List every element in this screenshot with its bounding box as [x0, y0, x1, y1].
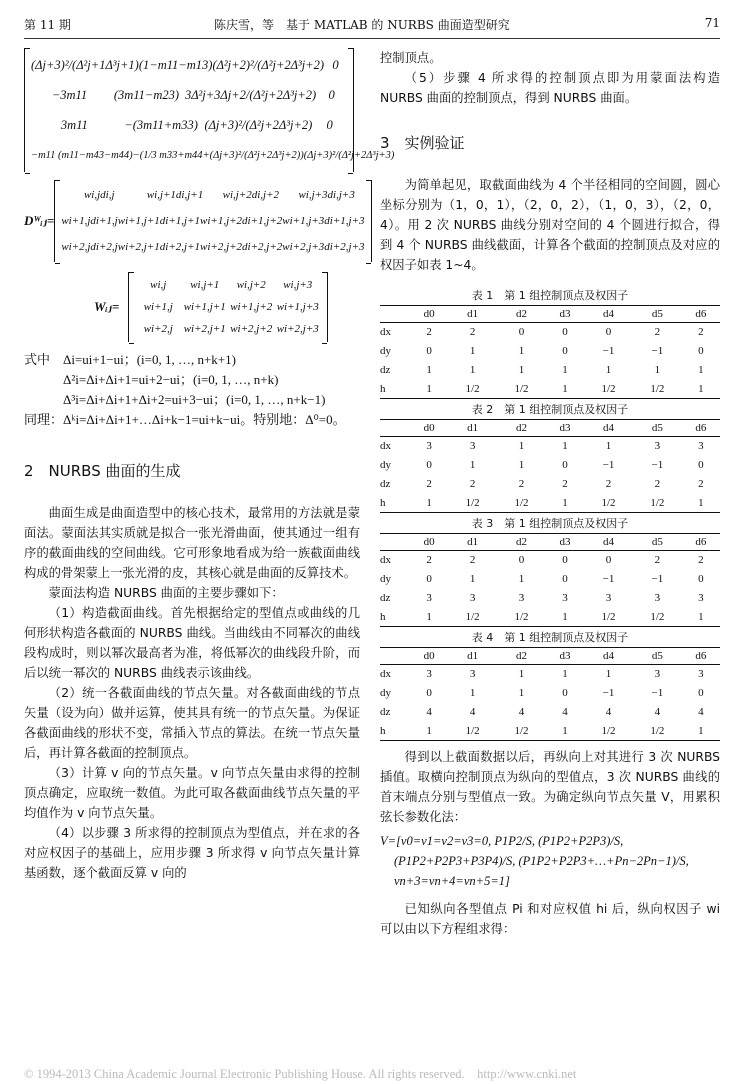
table-caption: 表 2 第 1 组控制顶点及权因子: [471, 403, 629, 416]
table-cell: 2: [426, 326, 432, 339]
table-cell: 1/2: [497, 380, 546, 399]
table-cell: 1: [410, 380, 448, 399]
copyright-watermark: © 1994-2013 China Academic Journal Electronic Publishing House. All rights reserved. http://www.cnki.net: [24, 1067, 577, 1081]
table-cell: −1: [651, 687, 664, 699]
table-cell: −1: [651, 573, 664, 585]
formula-line: vn+3=vn+4=vn+5=1]: [394, 874, 510, 888]
table-cell: 3: [698, 440, 704, 453]
formula-line: (P1P2+P2P3+P3P4)/S, (P1P2+P2P3+…+Pn−2Pn−1)/S,: [394, 854, 689, 868]
paragraph: （5）步骤 4 所求得的控制顶点即为用蒙面法构造 NURBS 曲面的控制顶点，得到 NURBS 曲面。: [380, 71, 720, 105]
table-cell: 1: [605, 440, 612, 453]
paragraph: （1）构造截面曲线。首先根据给定的型值点或曲线的几何形状构造各截面的 NURBS 曲线。当曲线由不同幂次的曲线段构成时，则以幂次最高者为准，将低幂次的曲线段升阶，而后以统一幂次的 NURBS 曲线表示该曲线。: [24, 606, 360, 680]
table-cell: h: [380, 608, 410, 627]
table-cell: dy: [380, 573, 391, 585]
column-header: d6: [682, 420, 720, 437]
table-cell: 0: [518, 554, 525, 567]
table-cell: 3: [698, 592, 704, 604]
table-cell: 3: [469, 592, 476, 604]
table-cell: 1: [410, 494, 448, 513]
matrix-cell: wi+1,j+2di+1,j+2: [200, 215, 283, 227]
header-rule: [24, 38, 720, 39]
column-header: d1: [448, 306, 497, 323]
running-title: 陈庆雪，等 基于 MATLAB 的 NURBS 曲面造型研究: [214, 18, 510, 32]
table-cell: 0: [562, 573, 568, 585]
column-header: [380, 534, 410, 551]
column-header: d0: [410, 648, 448, 665]
section-heading: 3 实例验证: [380, 134, 465, 152]
formula-line: Δ³i=Δi+Δi+1+Δi+2=ui+3−ui；(i=0, 1, …, n+k−1): [24, 392, 326, 407]
column-header: d4: [584, 648, 633, 665]
matrix-w-label: Wᵢⱼ=: [94, 299, 120, 314]
table-cell: 1/2: [497, 722, 546, 741]
column-header: d2: [497, 534, 546, 551]
matrix-d-row: [61, 234, 364, 260]
tables-block: [380, 285, 720, 741]
matrix-cell: wi+1,j: [143, 301, 173, 313]
column-header: d2: [497, 306, 546, 323]
table-row: [380, 722, 720, 741]
table-cell: 0: [426, 459, 432, 471]
table-cell: 0: [562, 459, 568, 471]
column-header: d0: [410, 534, 448, 551]
table-cell: −1: [651, 459, 664, 471]
table-cell: 1/2: [448, 608, 497, 627]
table-cell: 1: [469, 459, 476, 471]
matrix-cell: wi,j: [150, 279, 167, 291]
column-header: d6: [682, 306, 720, 323]
table-cell: 1: [469, 345, 476, 357]
matrix-a-row: [31, 140, 395, 170]
table-cell: 0: [698, 345, 704, 357]
column-header: d1: [448, 648, 497, 665]
v-formula: [380, 831, 720, 891]
table-cell: 1/2: [633, 380, 682, 399]
column-header: d5: [633, 648, 682, 665]
column-header: d2: [497, 420, 546, 437]
table-cell: 2: [698, 326, 704, 339]
table-cell: 4: [562, 706, 568, 718]
table-cell: 1/2: [633, 608, 682, 627]
table-cell: 0: [698, 573, 704, 585]
table-cell: dx: [380, 326, 391, 339]
table-cell: dz: [380, 592, 391, 604]
table-cell: dx: [380, 668, 391, 681]
table-row: [380, 475, 720, 494]
table-cell: 1/2: [633, 722, 682, 741]
table-cell: 0: [698, 459, 704, 471]
table-cell: 0: [426, 687, 432, 699]
table-cell: 2: [562, 478, 568, 490]
table-row: [380, 456, 720, 475]
column-header: d1: [448, 420, 497, 437]
column-header: d5: [633, 306, 682, 323]
paragraph: 曲面生成是曲面造型中的核心技术，最常用的方法就是蒙面法。蒙面法其实质就是拟合一张光滑曲面，使其通过一组有序的截面曲线的空间曲线。它可形象地看成为给一族截面曲线构成的骨架蒙上一张光滑的皮，其核心就是曲面的反算技术。: [24, 506, 360, 580]
issue-number: 第 11 期: [24, 18, 71, 32]
table-cell: −1: [602, 573, 615, 585]
formula-block: [24, 350, 360, 430]
column-header: d3: [546, 648, 584, 665]
paragraph: （2）统一各截面曲线的节点矢量。对各截面曲线的节点矢量（设为向）做并运算，使其具有统一的节点矢量。为保证各截面曲线的形状不变，常插入节点的算法。在统一节点矢量后，再计算各截面的控制顶点。: [24, 686, 360, 760]
matrix-cell: −(3m11+m33): [124, 117, 198, 132]
table-row: [380, 608, 720, 627]
data-table: [380, 285, 720, 399]
paragraph: 控制顶点。: [380, 51, 442, 65]
matrix-a-row: [31, 50, 347, 80]
table-cell: dz: [380, 478, 391, 490]
column-header: [380, 420, 410, 437]
table-cell: 2: [469, 554, 476, 567]
matrix-cell: wi+2,j+1: [183, 323, 226, 335]
matrix-cell: 3Δ²j+3Δj+2/(Δ²j+2Δ³j+2): [184, 87, 317, 102]
table-cell: 4: [426, 706, 432, 718]
matrix-cell: wi+2,j+1di+2,j+1: [117, 241, 200, 253]
matrix-cell: −3m11: [51, 87, 88, 102]
table-cell: 0: [426, 573, 432, 585]
table-cell: −1: [602, 345, 615, 357]
paragraph: （4）以步骤 3 所求得的控制顶点为型值点，并在求的各对应权因子的基础上，应用步骤 3 所求得 v 向节点矢量计算基函数，逐个截面反算 v 向的: [24, 826, 360, 880]
table-cell: 1: [518, 687, 525, 699]
table-cell: 1: [469, 687, 476, 699]
table-cell: 4: [698, 706, 704, 718]
table-cell: dy: [380, 459, 391, 471]
table-cell: 0: [562, 687, 568, 699]
table-cell: 2: [654, 478, 661, 490]
column-header: d0: [410, 420, 448, 437]
matrix-cell: wi+2,j+3di+2,j+3: [282, 241, 365, 253]
table-header-row: [380, 420, 720, 437]
table-cell: 4: [605, 706, 612, 718]
table-header-row: [380, 648, 720, 665]
table-row: [380, 570, 720, 589]
column-header: [380, 648, 410, 665]
table-cell: dy: [380, 345, 391, 357]
table-caption: 表 1 第 1 组控制顶点及权因子: [471, 289, 629, 302]
matrix-cell: −(1/3 m33+m44+(Δj+3)²/(Δ²j+2Δ³j+2)): [132, 149, 304, 161]
table-caption: 表 4 第 1 组控制顶点及权因子: [471, 631, 629, 644]
table-row: [380, 684, 720, 703]
column-header: d0: [410, 306, 448, 323]
table-cell: 2: [698, 554, 704, 567]
formula-line: Δ²i=Δi+Δi+1=ui+2−ui；(i=0, 1, …, n+k): [24, 372, 279, 387]
table-cell: 2: [518, 478, 525, 490]
table-cell: 1: [426, 364, 432, 376]
table-cell: 0: [562, 326, 568, 339]
table-cell: 1/2: [448, 494, 497, 513]
matrix-cell: wi,j+3di,j+3: [298, 189, 355, 201]
table-row: [380, 437, 720, 456]
column-header: d3: [546, 534, 584, 551]
formula-line: 式中 Δi=ui+1−ui；(i=0, 1, …, n+k+1): [24, 352, 236, 367]
page-header: [24, 12, 720, 36]
table-cell: 3: [654, 440, 661, 453]
matrix-cell: wi+2,j+2di+2,j+2: [200, 241, 283, 253]
matrix-cell: (Δ²j+2)²/(Δ²j+2Δ³j+2): [212, 57, 325, 72]
matrix-cell: wi+1,j+1: [183, 301, 226, 313]
table-cell: 1: [546, 380, 584, 399]
column-header: d6: [682, 648, 720, 665]
table-cell: 2: [469, 478, 476, 490]
table-cell: 1/2: [497, 608, 546, 627]
table-cell: 1: [698, 364, 704, 376]
table-cell: dz: [380, 364, 391, 376]
matrix-cell: wi,j+2di,j+2: [222, 189, 280, 201]
table-cell: 1: [605, 364, 612, 376]
table-cell: 1/2: [584, 608, 633, 627]
column-header: d1: [448, 534, 497, 551]
table-cell: 1: [682, 608, 720, 627]
table-cell: 1/2: [584, 380, 633, 399]
table-cell: 1: [562, 440, 568, 453]
table-cell: 1: [518, 364, 525, 376]
matrix-cell: (Δj+3)²/(Δ²j+2Δ³j+2): [204, 117, 313, 132]
table-cell: 1: [469, 573, 476, 585]
matrix-w-row: [135, 318, 321, 340]
matrix-d: [54, 180, 371, 262]
column-header: [380, 306, 410, 323]
paragraph: 已知纵向各型值点 Pi 和对应权值 hi 后，纵向权因子 wi 可以由以下方程组求得：: [380, 902, 720, 936]
table-cell: 1: [410, 608, 448, 627]
column-header: d5: [633, 534, 682, 551]
right-column: [380, 48, 720, 939]
table-cell: h: [380, 494, 410, 513]
table-cell: 1: [518, 573, 525, 585]
table-cell: 2: [605, 478, 612, 490]
table-cell: 4: [518, 706, 525, 718]
table-cell: 1: [682, 494, 720, 513]
data-table: [380, 513, 720, 627]
table-cell: 1: [518, 459, 525, 471]
matrix-cell: wi+1,j+1di+1,j+1: [117, 215, 200, 227]
matrix-d-block: [24, 180, 365, 262]
table-cell: 1/2: [584, 494, 633, 513]
matrix-cell: wi,j+2: [236, 279, 266, 291]
column-header: d4: [584, 420, 633, 437]
matrix-w-row: [135, 296, 321, 318]
table-cell: 3: [426, 592, 432, 604]
table-cell: 0: [426, 345, 432, 357]
table-cell: 1: [682, 380, 720, 399]
matrix-w-row: [135, 274, 321, 296]
paragraph: （3）计算 v 向的节点矢量。v 向节点矢量由求得的控制顶点确定，应取统一数值。为此可取各截面曲线节点矢量的平均值作为 v 向节点矢量。: [24, 766, 360, 820]
table-cell: 1: [518, 668, 525, 681]
table-cell: 1: [546, 722, 584, 741]
table-cell: 1: [654, 364, 661, 376]
table-cell: dz: [380, 706, 391, 718]
table-cell: h: [380, 380, 410, 399]
table-cell: 1: [518, 440, 525, 453]
matrix-cell: wi,j+1di,j+1: [146, 189, 204, 201]
matrix-cell: (1−m11−m13): [138, 57, 213, 72]
matrix-cell: wi+2,j+3: [276, 323, 319, 335]
paragraph: 蒙面法构造 NURBS 曲面的主要步骤如下：: [48, 586, 284, 600]
matrix-cell: wi,j+3: [283, 279, 313, 291]
table-cell: dy: [380, 687, 391, 699]
matrix-cell: wi+2,j+2: [230, 323, 273, 335]
data-table: [380, 399, 720, 513]
matrix-cell: wi+1,j+3: [276, 301, 319, 313]
table-cell: 3: [469, 440, 476, 453]
table-cell: 3: [698, 668, 704, 681]
matrix-cell: wi,jdi,j: [83, 189, 115, 201]
table-cell: 0: [605, 554, 612, 567]
matrix-cell: 0: [332, 57, 339, 72]
table-cell: 1/2: [633, 494, 682, 513]
table-cell: dx: [380, 554, 391, 567]
table-cell: 0: [698, 687, 704, 699]
table-cell: 4: [654, 706, 661, 718]
table-row: [380, 551, 720, 570]
page-number: 71: [704, 16, 720, 30]
matrix-cell: wi,j+1: [190, 279, 220, 291]
formula-line: 同理：Δᵏi=Δi+Δi+1+…Δi+k−1=ui+k−ui。特别地：Δ⁰=0。: [24, 412, 346, 427]
matrix-d-label: Dᵂᵢⱼ=: [24, 213, 55, 228]
table-cell: 3: [518, 592, 525, 604]
table-cell: 3: [605, 592, 612, 604]
table-cell: 1: [562, 364, 568, 376]
column-header: d3: [546, 420, 584, 437]
matrix-d-row: [61, 208, 364, 234]
table-cell: 1: [410, 722, 448, 741]
table-cell: h: [380, 722, 410, 741]
matrix-cell: wi+1,j+2: [230, 301, 273, 313]
table-cell: 1/2: [448, 380, 497, 399]
table-cell: 4: [469, 706, 476, 718]
table-cell: −1: [651, 345, 664, 357]
table-cell: 3: [654, 592, 661, 604]
matrix-cell: wi+2,j: [143, 323, 173, 335]
matrix-cell: 0: [328, 87, 335, 102]
table-cell: 0: [605, 326, 612, 339]
table-cell: −1: [602, 687, 615, 699]
table-cell: 0: [518, 326, 525, 339]
table-row: [380, 380, 720, 399]
table-cell: 1: [546, 608, 584, 627]
table-cell: 2: [654, 326, 661, 339]
column-header: d4: [584, 306, 633, 323]
table-caption: 表 3 第 1 组控制顶点及权因子: [471, 517, 629, 530]
table-cell: 1/2: [584, 722, 633, 741]
data-table: [380, 627, 720, 741]
matrix-cell: (Δj+3)²/(Δ²j+2Δ³j+3): [303, 149, 395, 161]
table-cell: 2: [426, 478, 432, 490]
table-cell: 0: [562, 554, 568, 567]
table-cell: 3: [426, 668, 432, 681]
table-cell: 1: [469, 364, 476, 376]
matrix-w-block: [24, 272, 360, 342]
table-cell: dx: [380, 440, 391, 453]
table-cell: 1/2: [497, 494, 546, 513]
table-row: [380, 589, 720, 608]
matrix-d-row: [61, 182, 364, 208]
matrix-a-row: [31, 80, 347, 110]
table-cell: 1/2: [448, 722, 497, 741]
table-cell: 1: [605, 668, 612, 681]
table-cell: 2: [698, 478, 704, 490]
matrix-cell: 3m11: [60, 117, 88, 132]
column-header: d5: [633, 420, 682, 437]
table-cell: 1: [682, 722, 720, 741]
section-heading: 2 NURBS 曲面的生成: [24, 462, 181, 480]
column-header: d6: [682, 534, 720, 551]
matrix-cell: wi+2,jdi+2,j: [61, 241, 118, 253]
table-header-row: [380, 306, 720, 323]
table-cell: 3: [654, 668, 661, 681]
table-row: [380, 665, 720, 684]
table-cell: −1: [602, 459, 615, 471]
table-cell: 1: [562, 668, 568, 681]
matrix-w: [128, 272, 328, 342]
table-cell: 2: [654, 554, 661, 567]
table-row: [380, 703, 720, 722]
table-row: [380, 494, 720, 513]
table-cell: 0: [562, 345, 568, 357]
table-row: [380, 323, 720, 342]
matrix-cell: 0: [326, 117, 333, 132]
table-row: [380, 361, 720, 380]
matrix-cell: (Δj+3)²/(Δ²j+1Δ³j+1): [31, 57, 139, 72]
paragraph: 得到以上截面数据以后，再纵向上对其进行 3 次 NURBS 插值。取横向控制顶点为纵向的型值点，3 次 NURBS 曲线的首末端点分别与型值点一致。为确定纵向节点矢量 V，用累积弦长参数化法：: [380, 750, 720, 824]
table-cell: 1: [518, 345, 525, 357]
column-header: d4: [584, 534, 633, 551]
table-cell: 2: [426, 554, 432, 567]
table-cell: 3: [469, 668, 476, 681]
table-row: [380, 342, 720, 361]
table-cell: 2: [469, 326, 476, 339]
matrix-cell: (3m11−m23): [113, 87, 180, 102]
table-cell: 1: [546, 494, 584, 513]
matrix-cell: wi+1,jdi+1,j: [61, 215, 118, 227]
matrix-a-row: [31, 110, 347, 140]
formula-line: V=[v0=v1=v2=v3=0, P1P2/S, (P1P2+P2P3)/S,: [380, 834, 624, 848]
column-header: d2: [497, 648, 546, 665]
table-cell: 3: [562, 592, 568, 604]
matrix-a: [24, 48, 395, 172]
table-header-row: [380, 534, 720, 551]
paragraph: 为简单起见，取截面曲线为 4 个半径相同的空间圆，圆心坐标分别为（1，0，1），（2，0，2），（1，0，3），（2，0，4）。用 2 次 NURBS 曲线分别对空间的 4 个圆进行拟合，得到 4 个 NURBS 曲线截面，计算各个截面的控制顶点及对应的权因子如表 1~4。: [380, 178, 720, 272]
matrix-cell: wi+1,j+3di+1,j+3: [282, 215, 365, 227]
column-header: d3: [546, 306, 584, 323]
table-cell: 3: [426, 440, 432, 453]
matrix-cell: −m11 (m11−m43−m44): [31, 149, 133, 161]
